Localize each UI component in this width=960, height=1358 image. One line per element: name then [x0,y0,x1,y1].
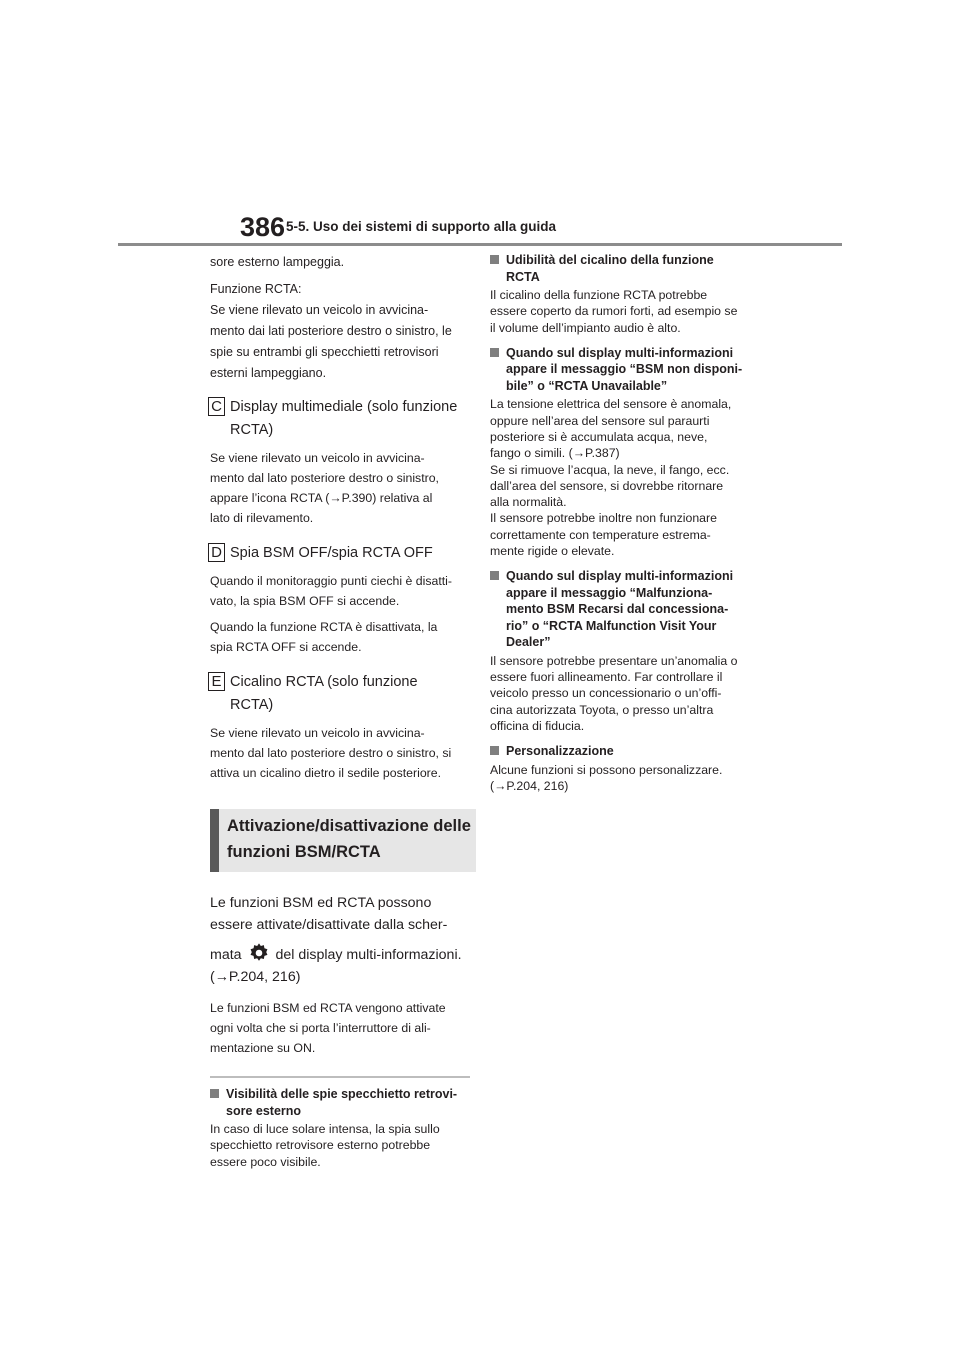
callout-title-line: Display multimediale (solo funzione [230,399,458,415]
intro-line: sore esterno lampeggia. [210,255,345,269]
note-head-line: Udibilità del cicalino della funzione [506,253,714,267]
note-head-line: appare il messaggio “Malfunziona- [506,585,713,600]
note-body-line: specchietto retrovisore esterno potrebbe [210,1138,431,1153]
callout-e [208,671,470,717]
note-body-line: Alcune funzioni si possono personalizzare. [490,762,723,777]
section-note [210,998,470,1058]
callout-c [208,396,470,442]
note-head [490,743,752,760]
note-body-line: In caso di luce solare intensa, la spia sullo [210,1122,440,1136]
callout-title-line: RCTA) [230,697,274,713]
callout-d-line: spia RCTA OFF si accende. [210,640,362,654]
callout-c-title [208,396,470,442]
callout-letter-c: C [208,397,225,416]
note-body [490,653,752,734]
callout-title-line: RCTA) [230,422,274,438]
note-head [490,568,752,651]
note-body-line: veicolo presso un concessionario o un’offi- [490,686,722,701]
section-note-line: ogni volta che si porta l’interruttore di ali- [210,1021,431,1035]
note-body-line: oppure nell’area del sensore sul paraurti [490,413,710,428]
note-divider [210,1076,470,1078]
gear-icon [248,942,270,964]
callout-c-line: lato di rilevamento. [210,511,314,525]
note-head-line: rio” o “RCTA Malfunction Visit Your [506,618,717,633]
note-body-line: essere poco visibile. [210,1154,321,1169]
note-body-line: il volume dell’impianto audio è alto. [490,320,681,335]
note-body-line: dall’area del sensore, si dovrebbe ritornare [490,478,724,493]
note-head-line: Quando sul display multi-informazioni [506,345,734,360]
callout-d-line: Quando il monitoraggio punti ciechi è disatti- [210,574,452,588]
callout-d-line: vato, la spia BSM OFF si accende. [210,594,400,608]
note-body-line: posteriore si è accumulata acqua, neve, [490,429,708,444]
callout-c-line: appare l’icona RCTA (→P.390) relativa al [210,491,433,505]
rcta-function-block [210,279,470,384]
square-bullet-icon [210,1089,219,1098]
note-body-line: Il sensore potrebbe presentare un’anomalia o [490,653,738,668]
square-bullet-icon [490,348,499,357]
section-banner [210,809,476,872]
note-body-line: cina autorizzata Toyota, o presso un’altra [490,702,714,717]
note-head-line: appare il messaggio “BSM non disponi- [506,362,743,377]
note-body-line: officina di fiducia. [490,719,585,734]
section-note-line: Le funzioni BSM ed RCTA vengono attivate [210,1001,446,1015]
note-head-line: Quando sul display multi-informazioni [506,569,734,584]
note-body-line: Il sensore potrebbe inoltre non funzionare [490,511,717,526]
note-body-line: correttamente con temperature estrema- [490,527,711,542]
callout-c-line: Se viene rilevato un veicolo in avvicina- [210,451,425,465]
note-body-line: essere fuori allineamento. Far controllare il [490,670,723,685]
left-column [210,252,470,1179]
rcta-function-line: spie su entrambi gli specchietti retrovisori [210,345,439,359]
note-head-line: bile” o “RCTA Unavailable” [506,378,668,393]
callout-letter-d: D [208,543,225,562]
section-body-line [210,942,470,966]
note-head-line: sore esterno [226,1103,302,1118]
section-title-line: funzioni BSM/RCTA [227,843,381,861]
note-head-line: Personalizzazione [506,744,614,759]
note-head [210,1086,470,1119]
page-number: 386 [240,212,286,242]
rcta-function-line: Se viene rilevato un veicolo in avvicina- [210,303,429,317]
note-body-line: mente rigide o elevate. [490,544,615,559]
section-body-line: essere attivate/disattivate dalla scher- [210,917,448,933]
note-body-line: fango o simili. (→P.387) [490,446,620,461]
note-body [210,1121,470,1170]
note-head-line: RCTA [506,269,540,284]
header-rule [118,243,842,246]
note-body [490,762,752,795]
rcta-function-line: esterni lampeggiano. [210,366,327,380]
note-head [490,345,752,395]
note-body [490,396,752,559]
note-body-line: essere coperto da rumori forti, ad esempio se [490,304,738,319]
callout-e-line: mento dal lato posteriore destro o sinistro, si [210,746,452,760]
note-body-line: alla normalità. [490,495,567,510]
note-head-line: Visibilità delle spie specchietto retrovi- [226,1087,458,1101]
section-title-line: Attivazione/disattivazione delle [227,817,471,835]
section-body-line: Le funzioni BSM ed RCTA possono [210,895,432,911]
callout-title-line: Cicalino RCTA (solo funzione [230,674,418,690]
square-bullet-icon [490,255,499,264]
callout-letter-e: E [208,672,225,691]
right-column [490,252,752,803]
callout-d-title: Spia BSM OFF/spia RCTA OFF [230,545,433,561]
square-bullet-icon [490,746,499,755]
callout-e-line: attiva un cicalino dietro il sedile posteriore. [210,766,442,780]
note-body-line: (→P.204, 216) [490,779,569,794]
rcta-function-line: mento dai lati posteriore destro o sinistro, le [210,324,452,338]
note-body-line: Se si rimuove l’acqua, la neve, il fango, ecc. [490,462,730,477]
note-body-line: La tensione elettrica del sensore è anomala, [490,397,732,412]
note-body [490,287,752,336]
note-body-line: Il cicalino della funzione RCTA potrebbe [490,288,708,302]
section-note-line: mentazione su ON. [210,1041,316,1055]
section-body-line: (→P.204, 216) [210,969,301,985]
chapter-header: 5-5. Uso dei sistemi di supporto alla guida [286,219,557,234]
rcta-function-label: Funzione RCTA: [210,282,302,296]
square-bullet-icon [490,571,499,580]
callout-d [208,542,470,565]
section-body-text: del display multi-informazioni. [275,947,462,963]
note-head-line: Dealer” [506,635,551,650]
section-body-text: mata [210,947,242,963]
callout-e-line: Se viene rilevato un veicolo in avvicina- [210,726,425,740]
callout-e-title [208,671,470,717]
note-head [490,252,752,285]
callout-d-line: Quando la funzione RCTA è disattivata, la [210,620,438,634]
note-head-line: mento BSM Recarsi dal concessiona- [506,602,729,617]
callout-c-line: mento dal lato posteriore destro o sinistro, [210,471,439,485]
section-body [210,892,470,988]
